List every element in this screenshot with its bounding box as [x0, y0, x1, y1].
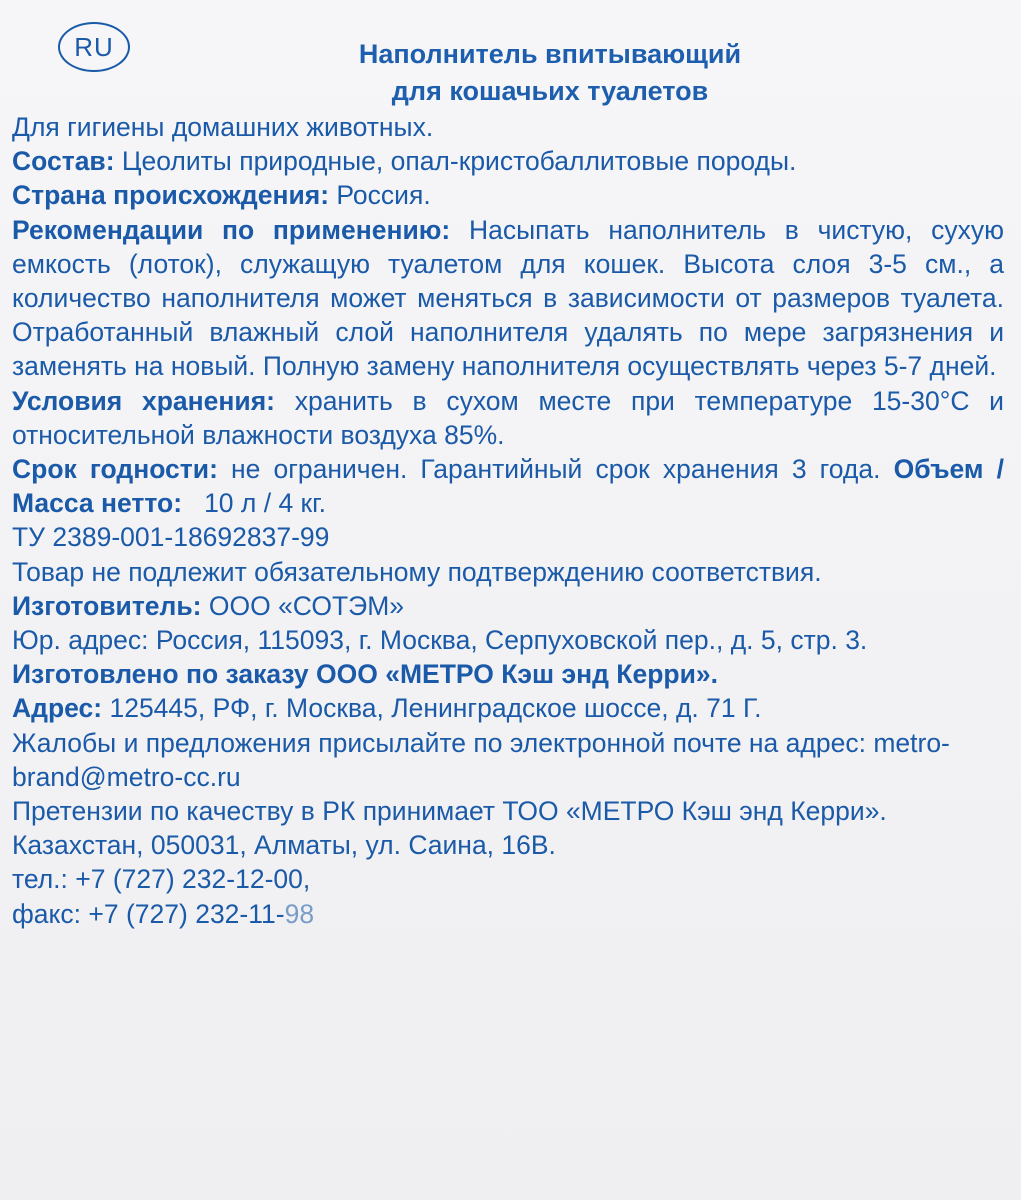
origin-label: Страна происхождения: [12, 180, 330, 211]
usage-label: Рекомендации по применению: [12, 214, 451, 245]
shelf-life-label: Срок годности: [12, 454, 218, 485]
usage-section [12, 213, 1004, 384]
manufacturer-text: ООО «СОТЭМ» [201, 590, 405, 621]
standard-code: ТУ 2389-001-18692837-99 [12, 522, 330, 553]
shelf-life-text: не ограничен. Гарантийный срок хранения 3 года. [217, 454, 894, 485]
address-section [12, 691, 1004, 725]
intro-text: Для гигиены домашних животных. [12, 112, 434, 142]
storage-text: хранить в сухом месте при температуре 15-30°С и относительной влажности воздуха 85%. [12, 385, 1004, 450]
fax-text: факс: +7 (727) 232-11- [12, 898, 285, 929]
usage-text: Насыпать наполнитель в чистую, сухую емкость (лоток), служащую туалетом для кошек. Высота слоя 3-5 см., а количество наполнителя может меняться в зависимости от размеров туалета. Отработанный влажный слой наполнителя удалять по мере загрязнения и заменять на новый. Полную замену наполнителя осуществлять через 5-7 дней. [12, 214, 1004, 382]
volume-text: 10 л / 4 кг. [204, 488, 326, 519]
shelf-life-section [12, 452, 1004, 520]
title-line-1: Наполнитель впитывающий [358, 39, 742, 69]
certification-note: Товар не подлежит обязательному подтверждению соответствия. [12, 556, 822, 587]
language-badge: RU [58, 22, 130, 72]
label-body [12, 110, 1004, 931]
composition-label: Состав: [12, 146, 115, 177]
legal-address: Юр. адрес: Россия, 115093, г. Москва, Серпуховской пер., д. 5, стр. 3. [12, 625, 868, 656]
complaints-note: Жалобы и предложения присылайте по электронной почте на адрес: metro-brand@metro-cc.ru [12, 727, 950, 792]
fax-tail: 98 [284, 898, 315, 929]
origin-text: Россия. [329, 180, 431, 211]
kz-claims-note: Претензии по качеству в РК принимает ТОО «МЕТРО Кэш энд Керри». Казахстан, 050031, Алматы, ул. Саина, 16В. [12, 796, 887, 861]
ordered-by: Изготовлено по заказу ООО «МЕТРО Кэш энд Керри». [12, 659, 718, 690]
storage-label: Условия хранения: [12, 385, 275, 416]
origin-section [12, 178, 1004, 212]
address-label: Адрес: [12, 693, 103, 724]
manufacturer-section [12, 589, 1004, 623]
fax-line [12, 897, 1004, 931]
phone-line: тел.: +7 (727) 232-12-00, [12, 864, 311, 895]
volume-label: Объем / Масса нетто: [12, 454, 1004, 519]
storage-section [12, 384, 1004, 452]
product-title [200, 36, 900, 110]
composition-section [12, 144, 1004, 178]
title-line-2: для кошачьих туалетов [391, 76, 709, 106]
address-text: 125445, РФ, г. Москва, Ленинградское шоссе, д. 71 Г. [102, 693, 762, 724]
manufacturer-label: Изготовитель: [12, 590, 202, 621]
composition-text: Цеолиты природные, опал-кристобаллитовые породы. [114, 146, 797, 177]
